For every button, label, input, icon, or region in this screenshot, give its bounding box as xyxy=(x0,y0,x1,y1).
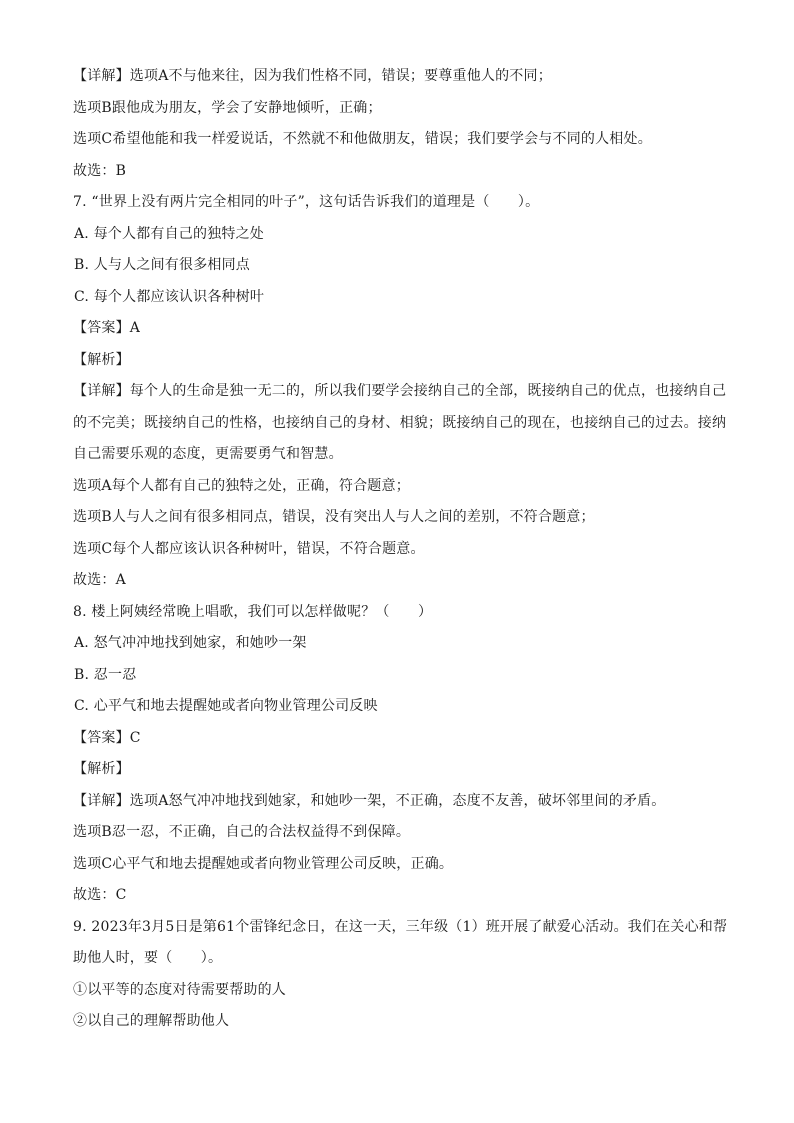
explanation-q6-detail: 【详解】选项A不与他来往，因为我们性格不同，错误；要尊重他人的不同； xyxy=(73,68,552,84)
q7-answer-choice: 故选：A xyxy=(73,572,126,588)
answer-choice-q6: 故选：B xyxy=(73,162,127,179)
q7-analysis-heading: 【解析】 xyxy=(73,351,130,368)
q8-detail-option-a: 【详解】选项A怒气冲冲地找到她家，和她吵一架，不正确，态度不友善，破坏邻里间的矛盾。 xyxy=(73,792,666,809)
q8-option-b: B. 忍一忍 xyxy=(74,666,137,683)
q8-explain-option-b: 选项B忍一忍，不正确，自己的合法权益得不到保障。 xyxy=(73,824,411,840)
q9-statement-1: ①以平等的态度对待需要帮助的人 xyxy=(73,981,286,998)
explanation-q6-option-c: 选项C希望他能和我一样爱说话，不然就不和他做朋友，错误；我们要学会与不同的人相处。 xyxy=(73,131,652,147)
question-8: 8. 楼上阿姨经常晚上唱歌，我们可以怎样做呢？（ ） xyxy=(73,603,433,620)
q7-option-b: B. 人与人之间有很多相同点 xyxy=(74,257,250,273)
q7-detail-line-1: 【详解】每个人的生命是独一无二的，所以我们要学会接纳自己的全部，既接纳自己的优点，也接纳自己 xyxy=(73,383,727,399)
q8-answer-choice: 故选：C xyxy=(73,887,127,903)
document-page xyxy=(73,61,733,1038)
q8-answer: 【答案】C xyxy=(73,729,141,746)
explanation-q6-option-b: 选项B跟他成为朋友，学会了安静地倾听，正确； xyxy=(73,99,382,116)
q8-analysis-heading: 【解析】 xyxy=(73,761,130,777)
q8-option-a: A. 怒气冲冲地找到她家，和她吵一架 xyxy=(74,635,307,651)
q7-explain-option-c: 选项C每个人都应该认识各种树叶，错误，不符合题意。 xyxy=(73,540,425,557)
q7-option-a: A. 每个人都有自己的独特之处 xyxy=(74,225,265,242)
q7-explain-option-a: 选项A每个人都有自己的独特之处，正确，符合题意； xyxy=(73,477,410,494)
q7-answer: 【答案】A xyxy=(73,320,141,336)
question-7: 7. “世界上没有两片完全相同的叶子”，这句话告诉我们的道理是（ ）。 xyxy=(73,194,540,210)
q8-option-c: C. 心平气和地去提醒她或者向物业管理公司反映 xyxy=(74,698,378,714)
question-9-line-2: 助他人时，要（ ）。 xyxy=(73,950,223,966)
q9-statement-2: ②以自己的理解帮助他人 xyxy=(73,1013,230,1029)
q8-explain-option-c: 选项C心平气和地去提醒她或者向物业管理公司反映，正确。 xyxy=(73,855,454,872)
q7-detail-line-2: 的不完美；既接纳自己的性格，也接纳自己的身材、相貌；既接纳自己的现在，也接纳自己的过去。接纳 xyxy=(73,414,727,431)
q7-option-c: C. 每个人都应该认识各种树叶 xyxy=(74,288,265,305)
q7-detail-line-3: 自己需要乐观的态度，更需要勇气和智慧。 xyxy=(73,446,343,462)
q7-explain-option-b: 选项B人与人之间有很多相同点，错误，没有突出人与人之间的差别，不符合题意； xyxy=(73,509,595,525)
question-9-line-1: 9. 2023年3月5日是第61个雷锋纪念日，在这一天，三年级（1）班开展了献爱心活动。我们在关心和帮 xyxy=(73,918,728,935)
